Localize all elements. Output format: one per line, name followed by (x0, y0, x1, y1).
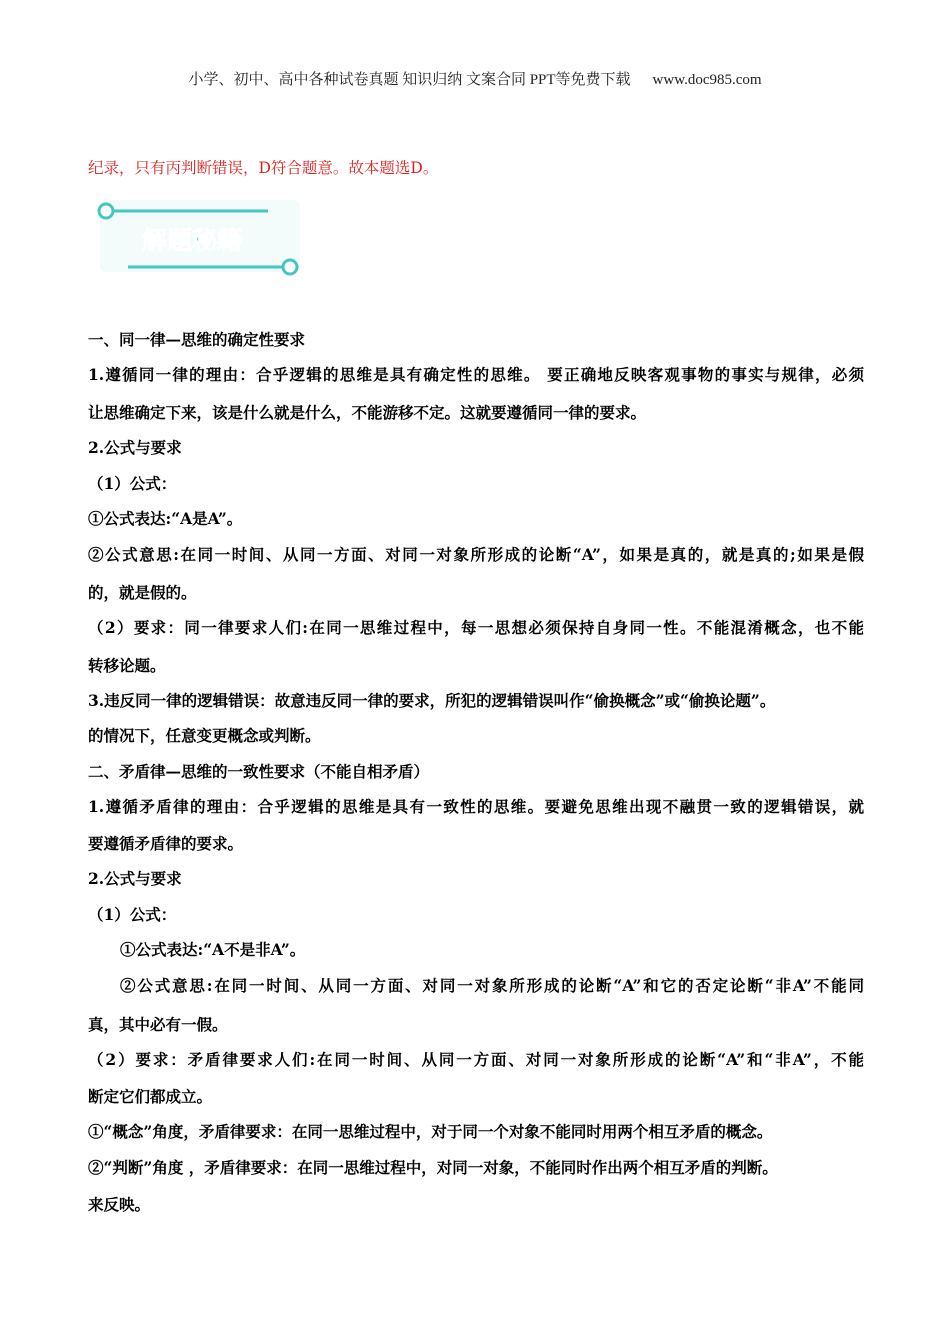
paragraph-line: ②公式意思:在同一时间、从同一方面、对同一对象所形成的论断“A”，如果是真的，就是真的;如果是假 (88, 545, 864, 564)
paragraph-line: （2）要求：同一律要求人们:在同一思维过程中，每一思想必须保持自身同一性。不能混淆概念，也不能 (88, 618, 864, 637)
heading-1: 一、同一律—思维的确定性要求 (88, 330, 306, 349)
section-banner (88, 192, 316, 284)
subheading: 2.公式与要求 (88, 869, 182, 888)
header-url: www.doc985.com (652, 72, 762, 88)
paragraph-line: 断定它们都成立。 (88, 1087, 213, 1106)
paragraph-line: ①公式表达:“A不是非A”。 (120, 940, 306, 959)
paragraph-line: 的，就是假的。 (88, 583, 197, 602)
paragraph-line: 1.遵循同一律的理由：合乎逻辑的思维是具有确定性的思维。 要正确地反映客观事物的事实与规律，必须 (88, 365, 864, 384)
subheading: 2.公式与要求 (88, 438, 182, 457)
heading-2: 二、矛盾律—思维的一致性要求（不能自相矛盾） (88, 762, 430, 781)
paragraph-line: 转移论题。 (88, 656, 166, 675)
paragraph-line: 真，其中必有一假。 (88, 1015, 228, 1034)
paragraph-line: （1）公式： (88, 474, 177, 493)
paragraph-line: ①“概念”角度，矛盾律要求：在同一思维过程中，对于同一个对象不能同时用两个相互矛盾的概念。 (88, 1122, 773, 1141)
paragraph-line: 的情况下，任意变更概念或判断。 (88, 726, 321, 745)
paragraph-line: 3.违反同一律的逻辑错误：故意违反同一律的要求，所犯的逻辑错误叫作“偷换概念”或“偷换论题”。 (88, 691, 776, 710)
banner-title: 解题秘籍 (141, 226, 243, 255)
page-header (0, 68, 950, 89)
banner-bottom-circle-icon (283, 260, 297, 274)
paragraph-line: ②“判断”角度 ，矛盾律要求：在同一思维过程中，对同一对象，不能同时作出两个相互矛盾的判断。 (88, 1158, 778, 1177)
paragraph-line: （1）公式： (88, 905, 177, 924)
paragraph-line: 来反映。 (88, 1195, 151, 1214)
banner-top-circle-icon (99, 204, 113, 218)
paragraph-line: ②公式意思:在同一时间、从同一方面、对同一对象所形成的论断“A”和它的否定论断“非A”不能同 (120, 976, 864, 995)
paragraph-line: ①公式表达:“A是A”。 (88, 509, 243, 528)
paragraph-line: 要遵循矛盾律的要求。 (88, 834, 244, 853)
paragraph-line: （2）要求：矛盾律要求人们:在同一时间、从同一方面、对同一对象所形成的论断“A”和“非A”，不能 (88, 1050, 864, 1069)
intro-red-text: 纪录，只有丙判断错误，D符合题意。故本题选D。 (88, 159, 439, 177)
paragraph-line: 让思维确定下来，该是什么就是什么，不能游移不定。这就要遵循同一律的要求。 (88, 403, 647, 422)
header-text: 小学、初中、高中各种试卷真题 知识归纳 文案合同 PPT等免费下载 (188, 72, 631, 88)
paragraph-line: 1.遵循矛盾律的理由：合乎逻辑的思维是具有一致性的思维。要避免思维出现不融贯一致的逻辑错误，就 (88, 797, 864, 816)
